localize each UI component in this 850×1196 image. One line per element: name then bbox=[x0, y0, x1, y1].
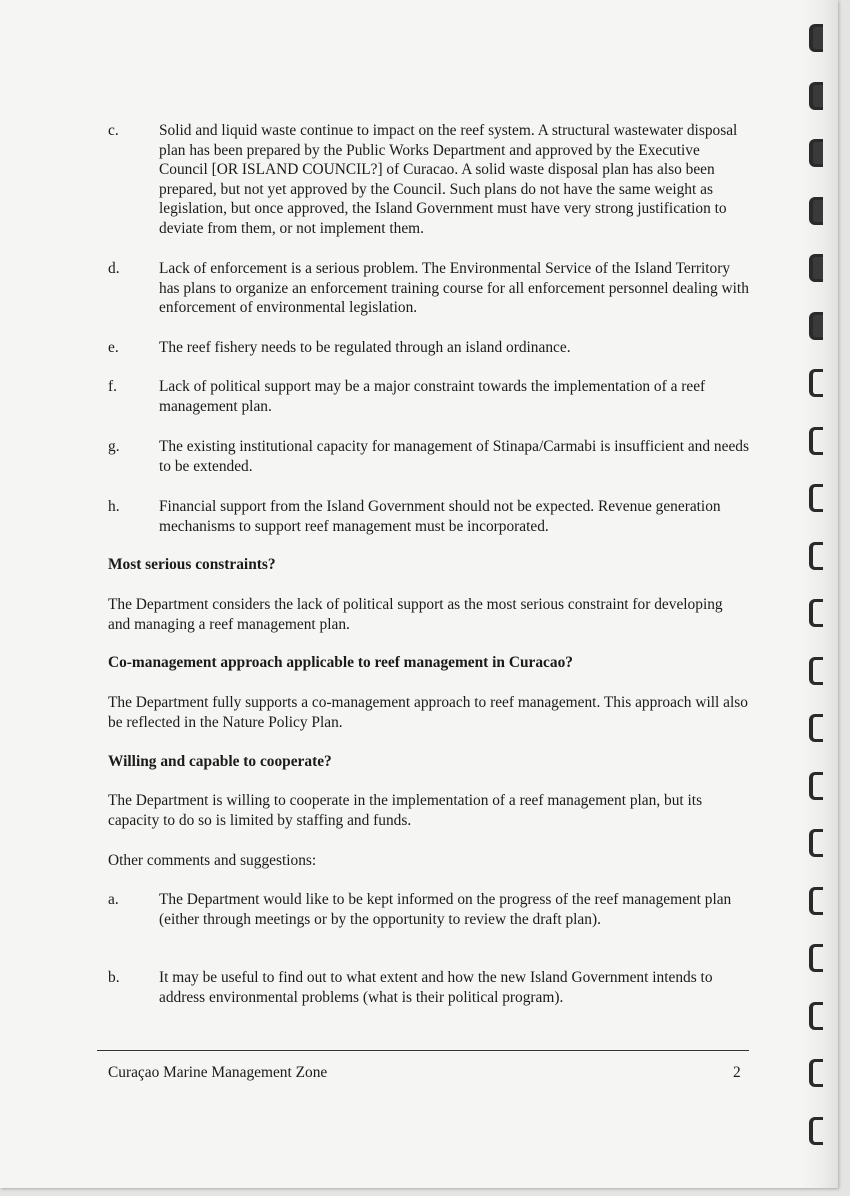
section-body: The Department fully supports a co-management approach to reef management. This approach will also be reflected in the Nature Policy Plan. bbox=[108, 694, 748, 731]
item-text: The reef fishery needs to be regulated through an island ordinance. bbox=[159, 339, 571, 356]
section-heading: Most serious constraints? bbox=[108, 556, 276, 573]
binding-ring bbox=[809, 427, 823, 455]
binding-ring bbox=[809, 829, 823, 857]
binding-ring bbox=[809, 772, 823, 800]
other-comments-label: Other comments and suggestions: bbox=[108, 852, 317, 869]
section-heading: Willing and capable to cooperate? bbox=[108, 753, 332, 770]
binding-ring bbox=[809, 24, 823, 52]
item-label: h. bbox=[108, 498, 120, 515]
item-text: It may be useful to find out to what extent and how the new Island Government intends to address environmental problems (what is their political program). bbox=[159, 969, 713, 1006]
binding-ring bbox=[809, 714, 823, 742]
item-label: g. bbox=[108, 438, 120, 455]
binding-ring bbox=[809, 542, 823, 570]
item-label: b. bbox=[108, 969, 120, 986]
section-body: The Department is willing to cooperate in the implementation of a reef management plan, but its capacity to do so is limited by staffing and funds. bbox=[108, 792, 703, 829]
section-body: The Department considers the lack of political support as the most serious constraint for developing and managing a reef management plan. bbox=[108, 596, 723, 633]
footer-title: Curaçao Marine Management Zone bbox=[108, 1064, 328, 1081]
binding-ring bbox=[809, 1002, 823, 1030]
binding-ring bbox=[809, 944, 823, 972]
binding-ring bbox=[809, 139, 823, 167]
binding-ring bbox=[809, 484, 823, 512]
item-text: Financial support from the Island Government should not be expected. Revenue generation mechanisms to support reef management must be incorporated. bbox=[159, 498, 721, 535]
binding-ring bbox=[809, 312, 823, 340]
item-label: e. bbox=[108, 339, 119, 356]
binding-ring bbox=[809, 887, 823, 915]
section-heading: Co-management approach applicable to reef management in Curacao? bbox=[108, 654, 573, 671]
binding-ring bbox=[809, 82, 823, 110]
item-label: f. bbox=[108, 378, 117, 395]
item-text: Lack of political support may be a major constraint towards the implementation of a reef management plan. bbox=[159, 378, 706, 415]
item-label: c. bbox=[108, 122, 119, 139]
binding-ring bbox=[809, 1117, 823, 1145]
item-label: d. bbox=[108, 260, 120, 277]
binding-ring bbox=[809, 599, 823, 627]
binding-ring bbox=[809, 254, 823, 282]
binding-ring bbox=[809, 1059, 823, 1087]
binding-ring bbox=[809, 369, 823, 397]
binding-ring bbox=[809, 657, 823, 685]
item-label: a. bbox=[108, 891, 119, 908]
item-text: The existing institutional capacity for management of Stinapa/Carmabi is insufficient and needs to be extended. bbox=[159, 438, 749, 475]
item-text: Solid and liquid waste continue to impact on the reef system. A structural wastewater disposal plan has been prepared by the Public Works Department and approved by the Executive Council [OR ISLAND COUNCIL?] of Curacao. A solid waste disposal plan has also been prepared, but not yet approved by the Council. Such plans do not have the same weight as legislation, but once approved, the Island Government must have very strong justification to deviate from them, or not implement them. bbox=[159, 122, 738, 237]
item-text: The Department would like to be kept informed on the progress of the reef management plan (either through meetings or by the opportunity to review the draft plan). bbox=[159, 891, 732, 928]
page-number: 2 bbox=[733, 1064, 741, 1081]
footer-rule bbox=[97, 1050, 749, 1051]
binding-ring bbox=[809, 197, 823, 225]
item-text: Lack of enforcement is a serious problem. The Environmental Service of the Island Territory has plans to organize an enforcement training course for all enforcement personnel dealing with enforcement of environmental legislation. bbox=[159, 260, 749, 316]
